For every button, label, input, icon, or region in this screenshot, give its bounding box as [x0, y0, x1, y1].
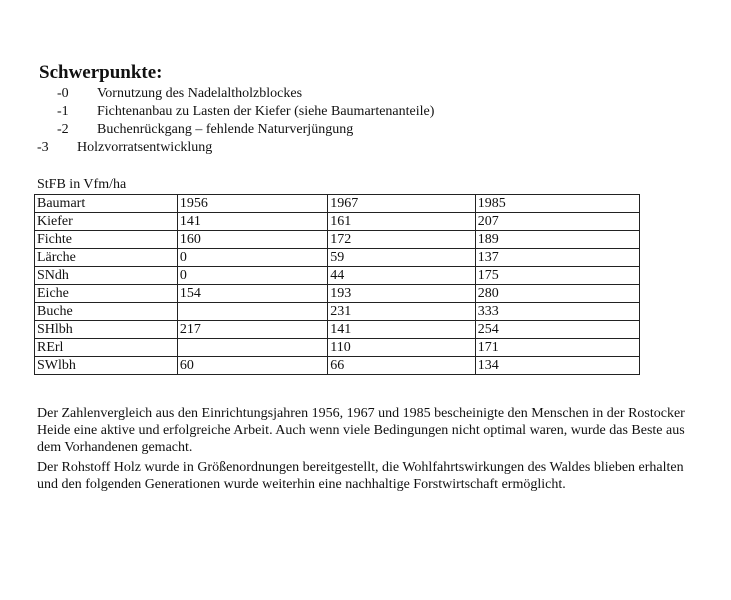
cell-1985: 175	[475, 267, 639, 285]
cell-1967: 161	[328, 213, 475, 231]
cell-species: Fichte	[35, 231, 178, 249]
list-item-number: -1	[57, 104, 69, 119]
list-item-number: -2	[57, 122, 69, 137]
table-row	[35, 267, 640, 285]
summary-paragraph-2: Der Rohstoff Holz wurde in Größenordnungen bereitgestellt, die Wohlfahrtswirkungen des Waldes blieben erhalten und den folgenden Generationen wurde weiterhin eine nachhaltige Forstwirtschaft ermöglicht.	[37, 460, 684, 492]
cell-1967: 59	[328, 249, 475, 267]
page-heading: Schwerpunkte:	[39, 62, 163, 83]
cell-species: SNdh	[35, 267, 178, 285]
cell-1956: 154	[177, 285, 327, 303]
table-row	[35, 231, 640, 249]
cell-species: Buche	[35, 303, 178, 321]
cell-1956: 141	[177, 213, 327, 231]
cell-1956: 60	[177, 357, 327, 375]
cell-1956: 160	[177, 231, 327, 249]
table-row	[35, 321, 640, 339]
cell-species: Lärche	[35, 249, 178, 267]
wood-stock-table	[34, 194, 640, 375]
table-row	[35, 249, 640, 267]
cell-species: SHlbh	[35, 321, 178, 339]
cell-1985: 171	[475, 339, 639, 357]
cell-1956: 0	[177, 267, 327, 285]
cell-1956	[177, 303, 327, 321]
table-row	[35, 213, 640, 231]
cell-1967: 66	[328, 357, 475, 375]
cell-1985: 134	[475, 357, 639, 375]
header-cell-1985: 1985	[475, 195, 639, 213]
table-header-row	[35, 195, 640, 213]
cell-1985: 207	[475, 213, 639, 231]
cell-1985: 137	[475, 249, 639, 267]
summary-paragraph-1: Der Zahlenvergleich aus den Einrichtungsjahren 1956, 1967 und 1985 bescheinigte den Menschen in der Rostocker Heide eine aktive und erfolgreiche Arbeit. Auch wenn viele Bedingungen nicht optimal waren, wurde das Beste aus dem Vorhandenen gemacht.	[37, 406, 685, 455]
cell-1956: 0	[177, 249, 327, 267]
cell-1967: 172	[328, 231, 475, 249]
cell-species: RErl	[35, 339, 178, 357]
cell-1956: 217	[177, 321, 327, 339]
list-item-number: -3	[37, 140, 49, 155]
list-item-text: Buchenrückgang – fehlende Naturverjüngung	[97, 122, 354, 137]
cell-1985: 254	[475, 321, 639, 339]
cell-1967: 231	[328, 303, 475, 321]
list-item-text: Holzvorratsentwicklung	[77, 140, 213, 155]
header-cell-1956: 1956	[177, 195, 327, 213]
table-row	[35, 339, 640, 357]
cell-species: SWlbh	[35, 357, 178, 375]
table-row	[35, 357, 640, 375]
cell-1985: 280	[475, 285, 639, 303]
list-item-text: Vornutzung des Nadelaltholzblockes	[97, 86, 303, 101]
cell-1967: 44	[328, 267, 475, 285]
table-caption: StFB in Vfm/ha	[37, 177, 127, 192]
cell-species: Kiefer	[35, 213, 178, 231]
table-row	[35, 285, 640, 303]
header-cell-species: Baumart	[35, 195, 178, 213]
list-item-number: -0	[57, 86, 69, 101]
header-cell-1967: 1967	[328, 195, 475, 213]
cell-1967: 110	[328, 339, 475, 357]
list-item-text: Fichtenanbau zu Lasten der Kiefer (siehe Baumartenanteile)	[97, 104, 435, 119]
cell-1985: 189	[475, 231, 639, 249]
cell-1985: 333	[475, 303, 639, 321]
cell-1967: 141	[328, 321, 475, 339]
cell-1956	[177, 339, 327, 357]
cell-species: Eiche	[35, 285, 178, 303]
table-row	[35, 303, 640, 321]
cell-1967: 193	[328, 285, 475, 303]
